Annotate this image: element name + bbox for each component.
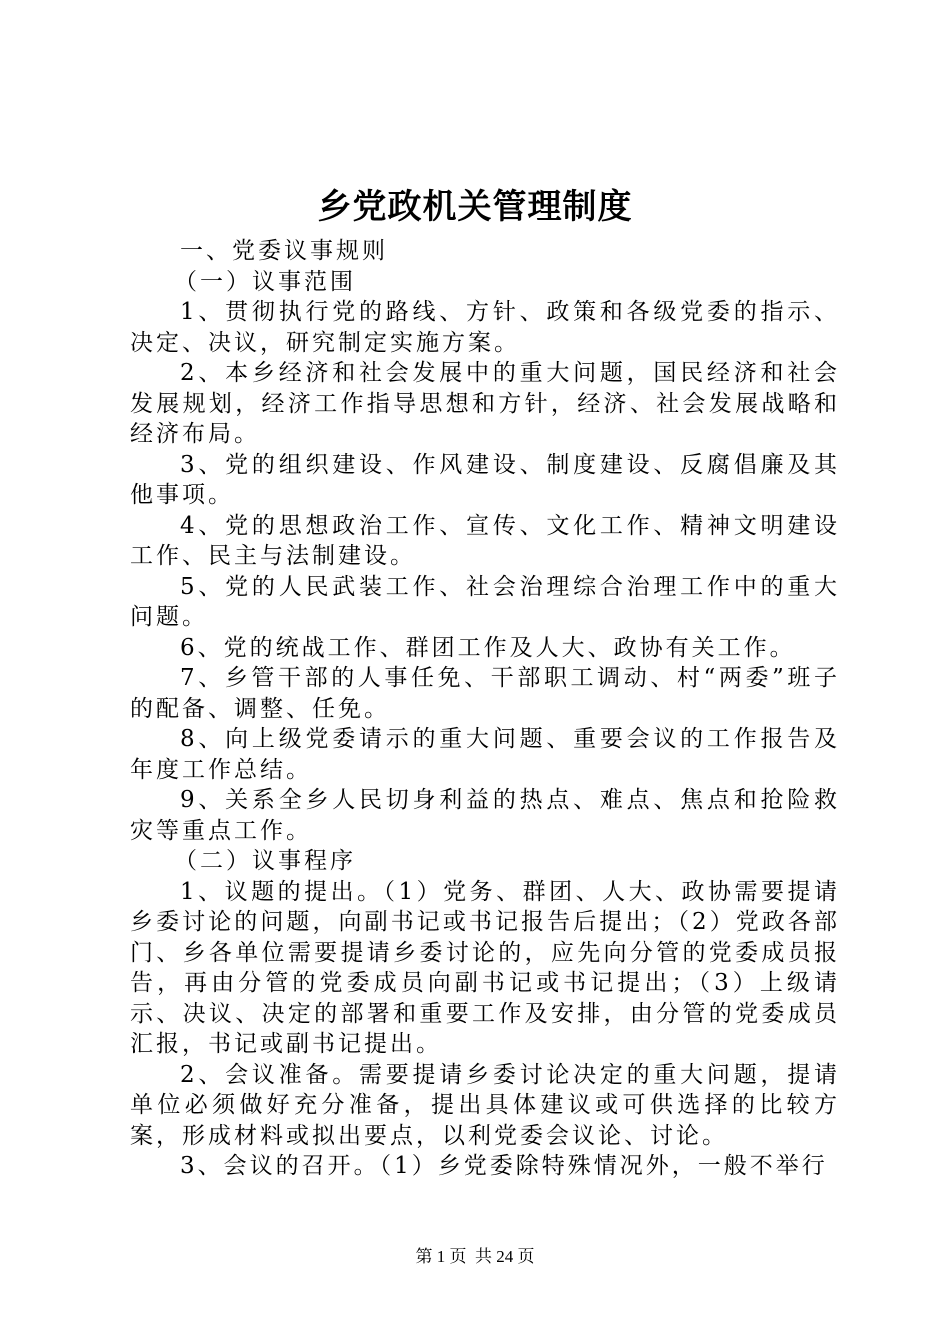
- document-title: 乡党政机关管理制度: [317, 187, 633, 227]
- paragraph: 1、贯彻执行党的路线、方针、政策和各级党委的指示、决定、决议，研究制定实施方案。: [130, 299, 840, 356]
- subsection-heading: （一）议事范围: [174, 268, 356, 295]
- subsection-heading: （二）议事程序: [174, 848, 356, 874]
- document-body: [130, 236, 840, 1182]
- paragraph: 6、党的统战工作、群团工作及人大、政协有关工作。: [180, 634, 796, 661]
- paragraph: 8、向上级党委请示的重大问题、重要会议的工作报告及年度工作总结。: [130, 726, 840, 783]
- paragraph: 2、本乡经济和社会发展中的重大问题，国民经济和社会发展规划，经济工作指导思想和方针，经济、社会发展战略和经济布局。: [130, 360, 840, 447]
- paragraph: 5、党的人民武装工作、社会治理综合治理工作中的重大问题。: [130, 573, 840, 630]
- paragraph: 4、党的思想政治工作、宣传、文化工作、精神文明建设工作、民主与法制建设。: [130, 512, 840, 569]
- paragraph: 7、乡管干部的人事任免、干部职工调动、村“两委”班子的配备、调整、任免。: [130, 665, 840, 722]
- paragraph: 1、议题的提出。（1）党务、群团、人大、政协需要提请乡委讨论的问题，向副书记或书记报告后提出；（2）党政各部门、乡各单位需要提请乡委讨论的，应先向分管的党委成员报告，再由分管的党委成员向副书记或书记提出；（3）上级请示、决议、决定的部署和重要工作及安排，由分管的党委成员汇报，书记或副书记提出。: [130, 878, 840, 1057]
- paragraph: 2、会议准备。需要提请乡委讨论决定的重大问题，提请单位必须做好充分准备，提出具体建议或可供选择的比较方案，形成材料或拟出要点，以利党委会议论、讨论。: [130, 1061, 840, 1149]
- page-footer: [0, 1246, 950, 1268]
- paragraph: 9、关系全乡人民切身利益的热点、难点、焦点和抢险救灾等重点工作。: [130, 787, 840, 844]
- section-heading: 一、党委议事规则: [180, 238, 388, 264]
- page-number: 第 1 页 共 24 页: [415, 1247, 535, 1266]
- paragraph: 3、会议的召开。（1）乡党委除特殊情况外，一般不举行: [180, 1153, 828, 1179]
- paragraph: 3、党的组织建设、作风建设、制度建设、反腐倡廉及其他事项。: [130, 451, 840, 508]
